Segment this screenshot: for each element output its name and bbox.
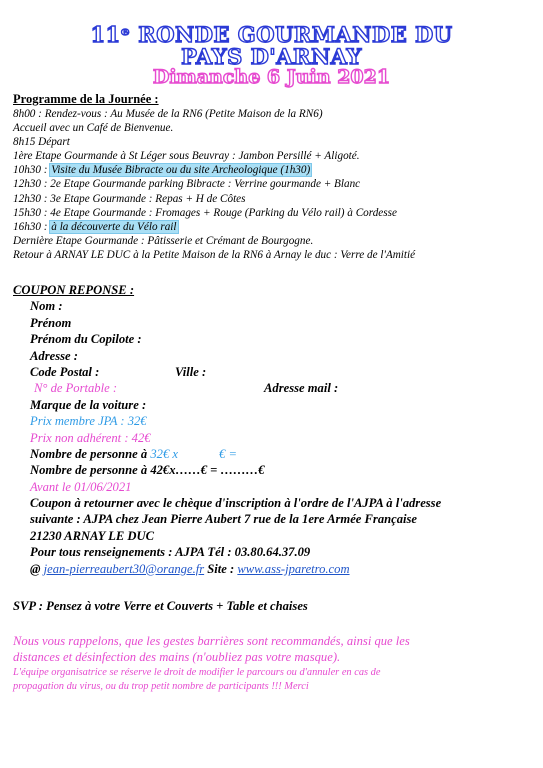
at-sign: @ <box>30 561 44 576</box>
notice-line-2: distances et désinfection des mains (n'oubliez pas votre masque). <box>13 650 341 664</box>
nb-personne-42[interactable]: Nombre de personne à 42€x……€ = ………€ <box>30 463 265 478</box>
programme-line-highlight-2 <box>13 220 538 234</box>
field-adresse-mail[interactable]: Adresse mail : <box>264 381 339 396</box>
nb-personne-32-row <box>13 446 538 462</box>
programme-line: 1ère Etape Gourmande à St Léger sous Beuvray : Jambon Persillé + Aligoté. <box>13 150 360 163</box>
programme-heading: Programme de la Journée : <box>13 92 159 106</box>
email-link[interactable]: jean-pierreaubert30@orange.fr <box>43 561 205 576</box>
programme-section <box>13 92 538 262</box>
covid-notice <box>13 633 533 694</box>
renseignements: Pour tous renseignements : AJPA Tél : 03.80.64.37.09 <box>30 545 311 560</box>
programme-line: Dernière Etape Gourmande : Pâtisserie et Crémant de Bourgogne. <box>13 234 314 247</box>
notice-line-3: L'équipe organisatrice se réserve le droit de modifier le parcours ou d'annuler en cas de <box>13 667 381 678</box>
notice-line-1: Nous vous rappelons, que les gestes barrières sont recommandés, ainsi que les <box>13 634 410 648</box>
coupon-section <box>13 282 538 577</box>
programme-line: Accueil avec un Café de Bienvenue. <box>13 122 174 135</box>
contact-row <box>13 561 538 577</box>
field-marque-voiture[interactable]: Marque de la voiture : <box>30 397 147 412</box>
programme-line: 12h30 : 3e Etape Gourmande : Repas + H de Côtes <box>13 192 246 205</box>
retour-line-1: Coupon à retourner avec le chèque d'inscription à l'ordre de l'AJPA à l'adresse <box>30 496 442 511</box>
prix-non-adherent: Prix non adhérent : 42€ <box>30 430 151 445</box>
programme-line: 15h30 : 4e Etape Gourmande : Fromages + Rouge (Parking du Vélo rail) à Cordesse <box>13 206 397 219</box>
field-nom[interactable]: Nom : <box>30 299 63 314</box>
site-label: Site : <box>204 561 238 576</box>
retour-line-2: suivante : AJPA chez Jean Pierre Aubert 7 rue de la 1ere Armée Française <box>30 512 418 527</box>
field-adresse[interactable]: Adresse : <box>30 348 78 363</box>
notice-line-4: propagation du virus, ou du trop petit nombre de participants !!! Merci <box>13 681 309 693</box>
highlight-velo-rail: à la découverte du Vélo rail <box>51 220 177 233</box>
nb-personne-32-eq[interactable]: € = <box>219 446 237 461</box>
event-title-line2: PAYS D'ARNAY <box>181 44 362 69</box>
field-portable[interactable]: N° de Portable : <box>34 381 118 396</box>
programme-line-highlight-1 <box>13 163 538 177</box>
deadline: Avant le 01/06/2021 <box>30 479 132 494</box>
field-code-postal[interactable]: Code Postal : <box>30 364 100 379</box>
prix-membre: Prix membre JPA : 32€ <box>30 414 147 429</box>
event-title-line1: 11ᵉ RONDE GOURMANDE DU <box>90 22 453 47</box>
field-code-postal-row <box>13 364 538 380</box>
highlight-bibracte: Visite du Musée Bibracte ou du site Archeologique (1h30) <box>51 164 311 177</box>
programme-line: 8h15 Départ <box>13 136 70 149</box>
programme-line: 8h00 : Rendez-vous : Au Musée de la RN6 (Petite Maison de la RN6) <box>13 108 323 120</box>
field-ville[interactable]: Ville : <box>175 364 207 379</box>
nb-personne-label: Nombre de personne à <box>30 446 151 461</box>
field-prenom-copilote[interactable]: Prénom du Copilote : <box>30 332 142 347</box>
highlight-time: 10h30 : <box>13 164 51 177</box>
field-portable-row <box>13 380 538 396</box>
programme-line: 12h30 : 2e Etape Gourmande parking Bibracte : Verrine gourmande + Blanc <box>13 178 361 191</box>
svp-note: SVP : Pensez à votre Verre et Couverts + Table et chaises <box>13 599 308 613</box>
field-prenom[interactable]: Prénom <box>30 315 72 330</box>
website-link[interactable]: www.ass-jparetro.com <box>237 561 350 576</box>
event-date: Dimanche 6 Juin 2021 <box>152 66 391 88</box>
programme-line: Retour à ARNAY LE DUC à la Petite Maison de la RN6 à Arnay le duc : Verre de l'Amitié <box>13 248 416 261</box>
highlight-time: 16h30 : <box>13 220 51 233</box>
retour-line-3: 21230 ARNAY LE DUC <box>30 528 154 543</box>
nb-personne-32[interactable]: 32€ x <box>150 446 178 461</box>
coupon-heading: COUPON REPONSE : <box>13 283 135 297</box>
